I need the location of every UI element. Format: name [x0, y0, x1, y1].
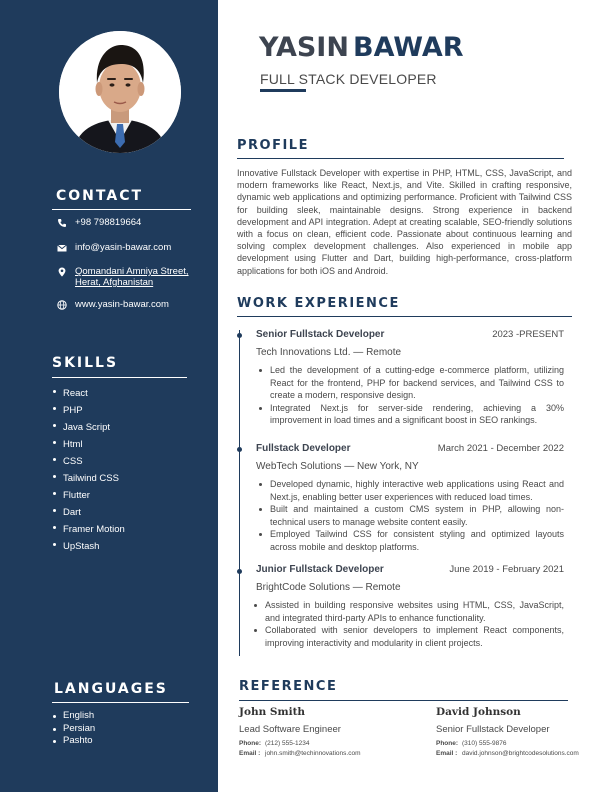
job-bullet: Developed dynamic, highly interactive web applications using React and Next.js, enabling better user experiences with reduced load times. — [256, 478, 564, 503]
skill-item: Html — [52, 436, 125, 453]
skill-item: Tailwind CSS — [52, 470, 125, 487]
job-date: June 2019 - February 2021 — [449, 564, 564, 575]
job-title: FULL STACK DEVELOPER — [260, 71, 437, 87]
title-underline — [260, 89, 306, 92]
job-bullet: Integrated Next.js for server-side rendering, achieving a 30% improvement in load times and a significant boost in SEO rankings. — [256, 402, 564, 427]
languages-heading: LANGUAGES — [54, 681, 168, 697]
contact-divider — [52, 209, 191, 210]
languages-divider — [52, 702, 189, 703]
timeline-line — [239, 330, 240, 656]
phone-label: Phone: — [239, 740, 262, 747]
contact-website — [57, 299, 169, 310]
skills-list — [52, 385, 125, 555]
profile-photo — [59, 31, 181, 153]
first-name: YASIN — [259, 32, 349, 63]
job-date: 2023 -PRESENT — [492, 329, 564, 340]
email-label: Email : — [239, 750, 261, 757]
reference-phone-row — [239, 740, 409, 747]
job-company: Tech Innovations Ltd. — Remote — [256, 347, 402, 358]
sidebar — [0, 0, 218, 792]
job-company: WebTech Solutions — New York, NY — [256, 461, 419, 472]
globe-icon — [57, 300, 67, 310]
profile-divider — [237, 158, 564, 159]
skill-item: Framer Motion — [52, 521, 125, 538]
reference-role: Lead Software Engineer — [239, 724, 341, 735]
reference-card — [239, 706, 409, 757]
skills-heading: SKILLS — [52, 355, 119, 371]
website-link[interactable]: www.yasin-bawar.com — [75, 299, 169, 310]
language-item: Pashto — [52, 735, 95, 748]
phone-icon — [57, 218, 67, 228]
job-role: Fullstack Developer — [256, 443, 351, 454]
contact-address — [57, 266, 189, 288]
job-entry — [256, 564, 564, 649]
job-bullet: Built and maintained a custom CMS system in PHP, allowing non-technical users to manage website content easily. — [256, 503, 564, 528]
email-icon — [57, 243, 67, 253]
skill-item: UpStash — [52, 538, 125, 555]
skill-item: Dart — [52, 504, 125, 521]
reference-email-row — [436, 750, 606, 757]
phone-label: Phone: — [436, 740, 459, 747]
phone-text: +98 798819664 — [75, 217, 142, 228]
contact-heading: CONTACT — [56, 188, 144, 204]
job-bullet: Assisted in building responsive websites using HTML, CSS, JavaScript, and integrated third-party APIs to enhance functionality. — [251, 599, 564, 624]
skill-item: CSS — [52, 453, 125, 470]
contact-phone — [57, 217, 141, 228]
reference-name: John Smith — [239, 706, 306, 718]
skill-item: Java Script — [52, 419, 125, 436]
job-entry — [256, 329, 564, 427]
job-bullets — [256, 364, 564, 427]
location-pin-icon — [57, 267, 67, 277]
experience-divider — [237, 316, 572, 317]
profile-summary: Innovative Fullstack Developer with expertise in PHP, HTML, CSS, JavaScript, and modern frameworks like React, Next.js, and Vite. Skilled in crafting responsive, dynamic web applications and optimizing performance. Proficient with Tailwind CSS for building sleek, maintainable designs. Strong experience in backend development and API integration. Adept at creating scalable, SEO-friendly solutions with a focus on clean, efficient code. Passionate about continuous learning and solving complex development challenges. Also experienced in mobile app development using Flutter and Dart, building high-performance, cross-platform applications for both iOS and Android. — [237, 168, 572, 276]
reference-phone: (310) 555-9876 — [462, 740, 507, 747]
timeline-dot — [237, 569, 242, 574]
reference-divider — [239, 700, 568, 701]
job-bullets — [251, 599, 564, 649]
email-label: Email : — [436, 750, 458, 757]
reference-role: Senior Fullstack Developer — [436, 724, 550, 735]
job-date: March 2021 - December 2022 — [437, 443, 564, 454]
email-link[interactable]: info@yasin-bawar.com — [75, 242, 172, 253]
profile-heading: PROFILE — [237, 138, 309, 153]
reference-heading: REFERENCE — [239, 679, 338, 694]
skill-item: Flutter — [52, 487, 125, 504]
reference-phone-row — [436, 740, 606, 747]
job-bullet: Led the development of a cutting-edge e-commerce platform, utilizing React for the frontend, PHP for backend services, and Tailwind CSS to create a modern, responsive design. — [256, 364, 564, 402]
reference-phone: (212) 555-1234 — [265, 740, 310, 747]
address-line-1[interactable]: Qomandani Amniya Street, — [75, 266, 189, 277]
reference-card — [436, 706, 606, 757]
timeline-dot — [237, 333, 242, 338]
reference-email[interactable]: john.smith@techinnovations.com — [265, 750, 361, 757]
job-entry — [256, 443, 564, 553]
job-bullet: Employed Tailwind CSS for consistent styling and optimized layouts across mobile and desktop platforms. — [256, 528, 564, 553]
experience-heading: WORK EXPERIENCE — [237, 296, 400, 311]
job-role: Junior Fullstack Developer — [256, 564, 384, 575]
job-bullet: Collaborated with senior developers to implement React components, improving interactivity and modularity in client projects. — [251, 624, 564, 649]
languages-list — [52, 710, 95, 748]
address-line-2[interactable]: Herat, Afghanistan — [75, 277, 154, 288]
skill-item: React — [52, 385, 125, 402]
job-company: BrightCode Solutions — Remote — [256, 582, 401, 593]
reference-email[interactable]: david.johnson@brightcodesolutions.com — [462, 750, 579, 757]
skills-divider — [52, 377, 187, 378]
skill-item: PHP — [52, 402, 125, 419]
contact-email — [57, 242, 171, 253]
job-bullets — [256, 478, 564, 553]
language-item: English — [52, 710, 95, 723]
language-item: Persian — [52, 723, 95, 736]
last-name: BAWAR — [353, 32, 464, 63]
reference-name: David Johnson — [436, 706, 521, 718]
reference-email-row — [239, 750, 409, 757]
timeline-dot — [237, 447, 242, 452]
job-role: Senior Fullstack Developer — [256, 329, 385, 340]
